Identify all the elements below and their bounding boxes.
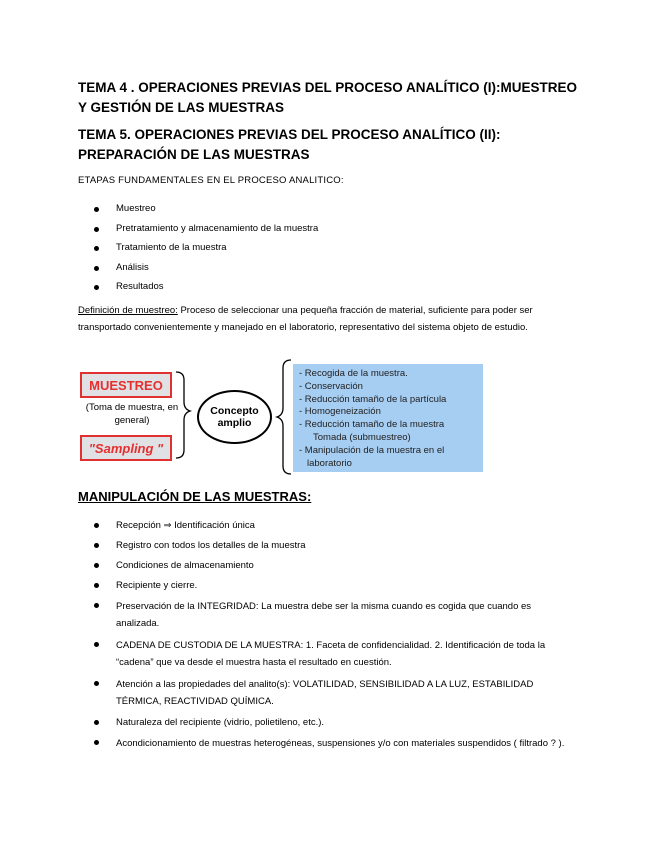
list-item: Análisis (94, 261, 318, 281)
list-item: Registro con todos los detalles de la muestra (94, 538, 574, 554)
bullet-icon (94, 681, 99, 686)
tema5-heading: TEMA 5. OPERACIONES PREVIAS DEL PROCESO ANALÍTICO (II): PREPARACIÓN DE LAS MUESTRAS (78, 127, 501, 162)
list-item: Acondicionamiento de muestras heterogéneas, suspensiones y/o con materiales suspendidos ( filtrado ? ). (94, 735, 574, 752)
list-item: Resultados (94, 280, 318, 300)
bullet-icon (94, 523, 99, 528)
list-item: Muestreo (94, 202, 318, 222)
definicion-term: Definición de muestreo: (78, 305, 178, 316)
etapas-blue-box (293, 364, 483, 472)
bullet-icon (94, 740, 99, 745)
list-item: - Conservación (299, 380, 363, 392)
list-item: Recepción ⇒ Identificación única (94, 518, 574, 534)
definicion-text: Proceso de seleccionar una pequeña fracción de material, suficiente para poder ser transportado convenientemente y manejado en el laboratorio, representativo del sistema objeto de estudio. (78, 305, 533, 333)
left-brace-icon (176, 372, 190, 458)
muestreo-box: MUESTREO (80, 372, 172, 398)
list-item: Pretratamiento y almacenamiento de la muestra (94, 222, 318, 242)
etapas-title: ETAPAS FUNDAMENTALES EN EL PROCESO ANALITICO: (78, 175, 344, 186)
list-item: Tomada (submuestreo) (313, 431, 411, 443)
bullet-icon (94, 543, 99, 548)
list-item: Atención a las propiedades del analito(s): VOLATILIDAD, SENSIBILIDAD A LA LUZ, ESTABILIDAD TÉRMICA, REACTIVIDAD QUÍMICA. (94, 676, 574, 710)
list-item: - Manipulación de la muestra en el (299, 444, 445, 456)
bullet-icon (94, 603, 99, 608)
toma-text: (Toma de muestra, en general) (85, 402, 179, 426)
sampling-box: "Sampling " (80, 435, 172, 461)
list-item: laboratorio (307, 457, 352, 469)
list-item: Tratamiento de la muestra (94, 241, 318, 261)
right-brace-icon (277, 360, 291, 474)
bullet-icon (94, 720, 99, 725)
list-item: Condiciones de almacenamiento (94, 558, 574, 574)
list-item: Naturaleza del recipiente (vidrio, polietileno, etc.). (94, 715, 574, 731)
manipulacion-heading: MANIPULACIÓN DE LAS MUESTRAS: (78, 489, 312, 504)
bullet-icon (94, 642, 99, 647)
list-item: - Reducción tamaño de la muestra (299, 419, 445, 431)
list-item: Preservación de la INTEGRIDAD: La muestra debe ser la misma cuando es cogida que cuando es analizada. (94, 598, 574, 632)
concepto-ellipse: Concepto amplio (197, 390, 272, 444)
list-item: - Homogeneización (299, 406, 381, 418)
list-item: Recipiente y cierre. (94, 578, 574, 594)
bullet-icon (94, 563, 99, 568)
list-item: - Recogida de la muestra. (299, 368, 408, 379)
manipulacion-list (94, 518, 574, 757)
bullet-icon (94, 583, 99, 588)
list-item: - Reducción tamaño de la partícula (299, 393, 447, 405)
list-item: CADENA DE CUSTODIA DE LA MUESTRA: 1. Faceta de confidencialidad. 2. Identificación de toda la “cadena” que va desde el muestra hasta el resultado en cuestión. (94, 637, 574, 671)
tema4-heading: TEMA 4 . OPERACIONES PREVIAS DEL PROCESO ANALÍTICO (I):MUESTREO Y GESTIÓN DE LAS MUESTRAS (78, 80, 578, 115)
